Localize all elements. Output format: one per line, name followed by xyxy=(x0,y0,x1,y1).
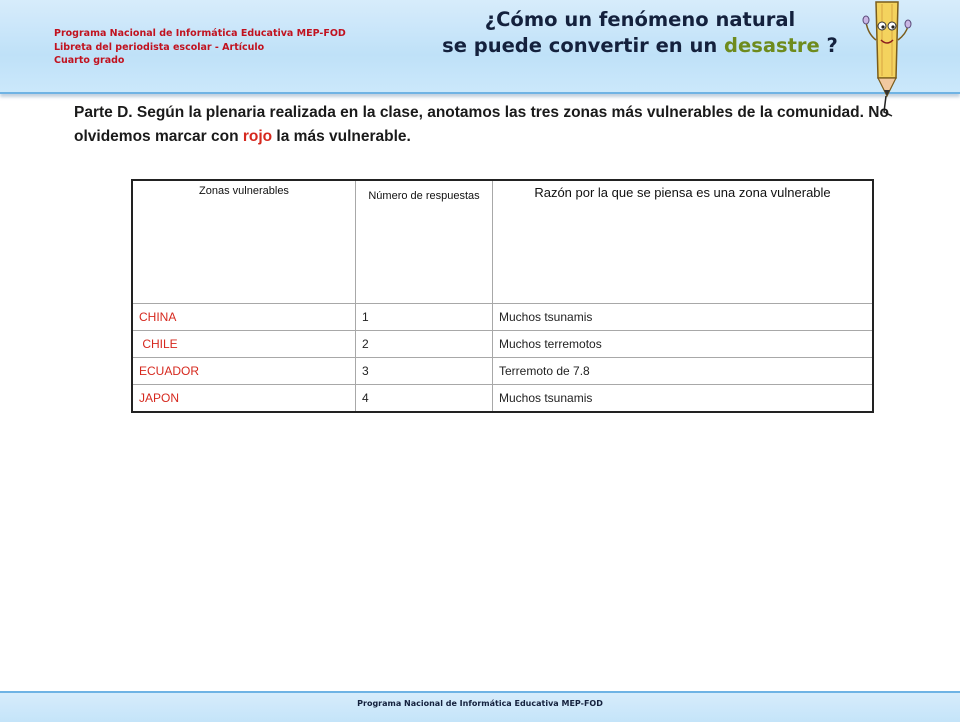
page-title xyxy=(430,7,850,59)
reason-cell: Muchos tsunamis xyxy=(493,304,874,331)
instruction-red-word: rojo xyxy=(242,128,273,145)
instruction-text xyxy=(74,101,934,149)
footer-text: Programa Nacional de Informática Educativa MEP-FOD xyxy=(357,699,603,708)
title-accent-word: desastre xyxy=(724,34,820,57)
grade-label: Cuarto grado xyxy=(54,55,125,66)
zone-cell: CHINA xyxy=(132,304,356,331)
title-line-2-end: ? xyxy=(819,34,838,57)
count-cell: 2 xyxy=(356,331,493,358)
header-zones: Zonas vulnerables xyxy=(132,180,356,304)
count-cell: 3 xyxy=(356,358,493,385)
zone-cell: JAPON xyxy=(132,385,356,413)
header-reason: Razón por la que se piensa es una zona vulnerable xyxy=(493,180,874,304)
table-header-row xyxy=(132,180,873,304)
table-row xyxy=(132,304,873,331)
title-line-1: ¿Cómo un fenómeno natural xyxy=(484,8,796,31)
count-cell: 4 xyxy=(356,385,493,413)
title-line-2 xyxy=(430,33,850,59)
table-row xyxy=(132,385,873,413)
instruction-start: Parte D. Según la plenaria realizada en la clase, anotamos las tres zonas más vulnerables de la comunidad. No olvidemos marcar con xyxy=(74,104,889,145)
vulnerable-zones-table xyxy=(131,179,874,413)
instruction-end: la más vulnerable. xyxy=(272,128,411,145)
reason-cell: Muchos tsunamis xyxy=(493,385,874,413)
zone-cell: ECUADOR xyxy=(132,358,356,385)
count-cell: 1 xyxy=(356,304,493,331)
program-name: Programa Nacional de Informática Educativa MEP-FOD xyxy=(54,28,346,39)
notebook-name: Libreta del periodista escolar - Artículo xyxy=(54,41,265,53)
header-responses: Número de respuestas xyxy=(356,180,493,304)
footer-band xyxy=(0,691,960,722)
table-row xyxy=(132,331,873,358)
table-row xyxy=(132,358,873,385)
program-info xyxy=(54,27,346,68)
header-band xyxy=(0,0,960,94)
zone-cell: CHILE xyxy=(132,331,356,358)
reason-cell: Muchos terremotos xyxy=(493,331,874,358)
title-line-2-start: se puede convertir en un xyxy=(442,34,725,57)
reason-cell: Terremoto de 7.8 xyxy=(493,358,874,385)
